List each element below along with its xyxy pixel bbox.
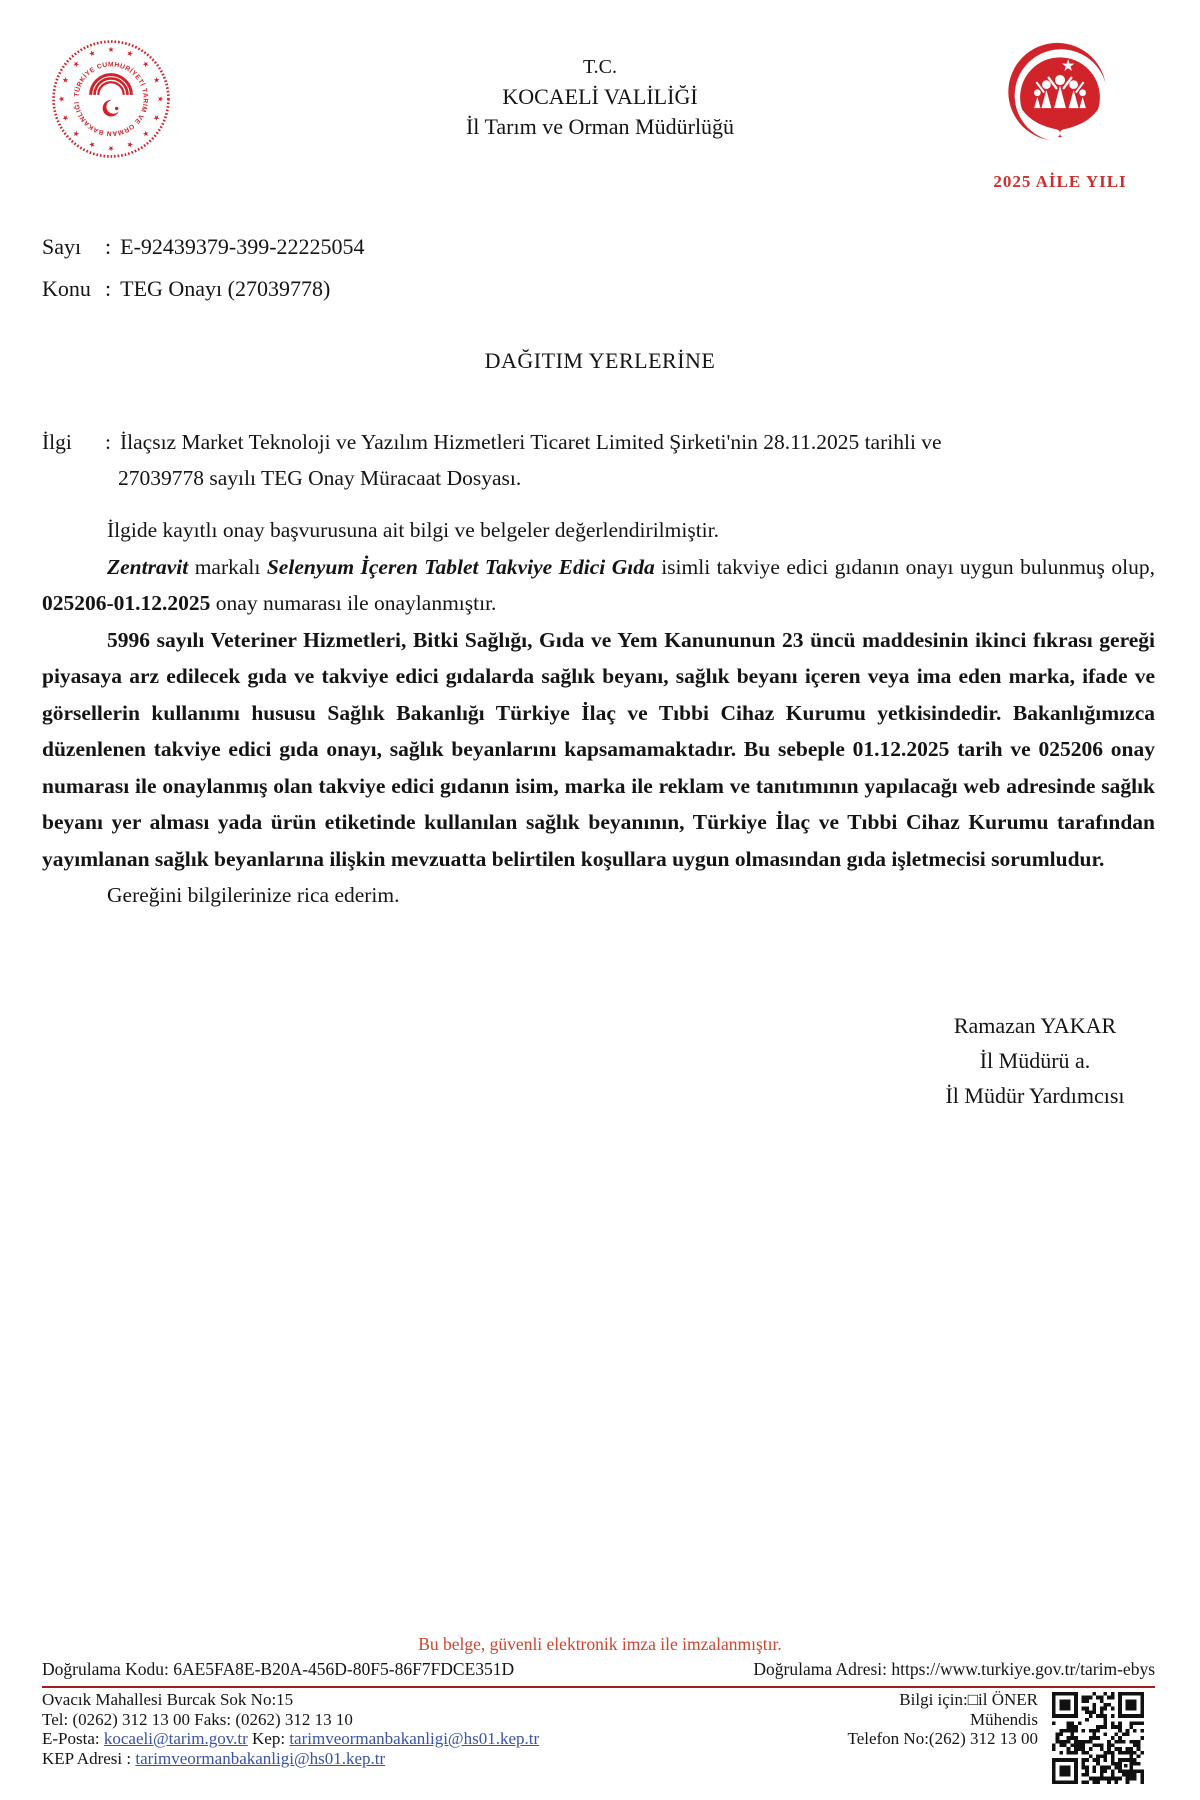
letterhead bbox=[150, 52, 1050, 142]
svg-text:★: ★ bbox=[155, 95, 165, 103]
svg-text:★: ★ bbox=[70, 128, 82, 140]
svg-text:★: ★ bbox=[107, 143, 115, 153]
svg-text:★: ★ bbox=[87, 47, 98, 59]
svg-text:★: ★ bbox=[151, 75, 163, 86]
footer-address-block bbox=[42, 1690, 539, 1768]
document-meta bbox=[42, 226, 365, 310]
aile-yili-caption: 2025 AİLE YILI bbox=[993, 172, 1127, 191]
seal-emblem bbox=[91, 75, 132, 117]
brand-name: Zentravit bbox=[107, 554, 189, 579]
svg-text:★: ★ bbox=[70, 58, 82, 70]
svg-text:★: ★ bbox=[140, 58, 152, 70]
konu-label: Konu bbox=[42, 276, 91, 301]
kep-address-line: KEP Adresi : tarimveormanbakanligi@hs01.kep.tr bbox=[42, 1748, 386, 1768]
paragraph-legal: 5996 sayılı Veteriner Hizmetleri, Bitki Sağlığı, Gıda ve Yem Kanununun 23 üncü maddesinin ikinci fıkrası gereği piyasaya arz edilecek gıda ve takviye edici gıdalarda sağlık beyanı, sağlık beyanı içeren veya ima eden marka, ifade ve görsellerin kullanımı hususu Sağlık Bakanlığı Türkiye İlaç ve Tıbbi Cihaz Kurumu yetkisindedir. Bakanlığımızca düzenlenen takviye edici gıda onayı, sağlık beyanlarını kapsamamaktadır. Bu sebeple 01.12.2025 tarih ve 025206 onay numarası ile onaylanmış olan takviye edici gıdanın isim, marka ile reklam ve tanıtımının yapılacağı web adresinde sağlık beyanı yer alması yada ürün etiketinde kullanılan sağlık beyanının, Türkiye İlaç ve Tıbbi Cihaz Kurumu tarafından yayımlanan sağlık beyanlarına ilişkin mevzuatta belirtilen koşullara uygun olmasından gıda işletmecisi sorumludur. bbox=[42, 627, 1155, 871]
verification-address: Doğrulama Adresi: https://www.turkiye.gov.tr/tarim-ebys bbox=[753, 1659, 1155, 1679]
signer-title-2: İl Müdür Yardımcısı bbox=[945, 1083, 1125, 1108]
product-name: Selenyum İçeren Tablet Takviye Edici Gıda bbox=[266, 554, 655, 579]
email-link[interactable]: kocaeli@tarim.gov.tr bbox=[103, 1729, 248, 1748]
svg-text:★: ★ bbox=[151, 112, 163, 123]
seal-star-ring bbox=[57, 45, 165, 153]
aile-yili-logo bbox=[984, 32, 1136, 192]
letterhead-office: KOCAELİ VALİLİĞİ bbox=[502, 84, 698, 109]
svg-text:★: ★ bbox=[140, 128, 152, 140]
approval-number: 025206-01.12.2025 bbox=[42, 591, 211, 615]
sayi-row: Sayı : E-92439379-399-22225054 bbox=[42, 226, 365, 268]
signer-name: Ramazan YAKAR bbox=[953, 1013, 1117, 1038]
reference-line1: İlgi : İlaçsız Market Teknoloji ve Yazılım Hizmetleri Ticaret Limited Şirketi'nin 28.11.2025 tarihli ve bbox=[42, 424, 1155, 460]
konu-row: Konu : TEG Onayı (27039778) bbox=[42, 268, 365, 310]
email-line: E-Posta: kocaeli@tarim.gov.tr Kep: tarimveormanbakanligi@hs01.kep.tr bbox=[42, 1729, 540, 1748]
signer-title-1: İl Müdürü a. bbox=[979, 1048, 1091, 1073]
aile-yili-icon bbox=[990, 32, 1130, 168]
svg-text:TÜRKİYE CUMHURİYETİ TARIM VE O bbox=[72, 58, 152, 137]
svg-text:★: ★ bbox=[124, 47, 135, 59]
recipient-line: DAĞITIM YERLERİNE bbox=[484, 348, 716, 373]
svg-text:★: ★ bbox=[87, 139, 98, 151]
closing-line: Gereğini bilgilerinize rica ederim. bbox=[107, 883, 400, 907]
esign-notice: Bu belge, güvenli elektronik imza ile imzalanmıştır. bbox=[418, 1634, 782, 1654]
signature-block bbox=[850, 1008, 1200, 1113]
letterhead-department: İl Tarım ve Orman Müdürlüğü bbox=[465, 114, 735, 139]
sayi-label: Sayı bbox=[42, 234, 82, 259]
seal-ring-text: TÜRKİYE CUMHURİYETİ TARIM VE ORMAN BAKANLIĞI bbox=[73, 61, 149, 137]
kep-link[interactable]: tarimveormanbakanligi@hs01.kep.tr bbox=[289, 1729, 540, 1748]
svg-text:★: ★ bbox=[57, 95, 67, 103]
svg-text:★: ★ bbox=[59, 112, 71, 123]
paragraph-approval: Zentravit markalı Selenyum İçeren Tablet Takviye Edici Gıda isimli takviye edici gıdanın onayı uygun bulunmuş olup, 025206-01.12.2025 onay numarası ile onaylanmıştır. bbox=[42, 554, 1156, 615]
reference-line2: 27039778 sayılı TEG Onay Müracaat Dosyası. bbox=[118, 466, 522, 490]
svg-text:★: ★ bbox=[107, 45, 115, 55]
kep-address-link[interactable]: tarimveormanbakanligi@hs01.kep.tr bbox=[135, 1748, 386, 1768]
letter-body bbox=[42, 512, 1155, 914]
footer-contact-block bbox=[848, 1690, 1039, 1749]
konu-value: TEG Onayı (27039778) bbox=[120, 276, 331, 301]
verification-code: Doğrulama Kodu: 6AE5FA8E-B20A-456D-80F5-86F7FDCE351D bbox=[42, 1659, 515, 1679]
contact-phone: Telefon No:(262) 312 13 00 bbox=[847, 1729, 1038, 1748]
street-address: Ovacık Mahallesi Burcak Sok No:15 bbox=[42, 1690, 294, 1709]
contact-title: Mühendis bbox=[970, 1709, 1038, 1729]
letterhead-tc: T.C. bbox=[582, 56, 618, 78]
phone-fax-line: Tel: (0262) 312 13 00 Faks: (0262) 312 13 10 bbox=[42, 1709, 353, 1729]
ilgi-label: İlgi bbox=[42, 430, 72, 454]
qr-code bbox=[1052, 1692, 1144, 1784]
paragraph-evaluation: İlgide kayıtlı onay başvurusuna ait bilgi ve belgeler değerlendirilmiştir. bbox=[107, 518, 719, 542]
svg-text:★: ★ bbox=[59, 75, 71, 86]
footer-divider bbox=[42, 1686, 1155, 1688]
verification-row bbox=[42, 1659, 1155, 1680]
contact-person: Bilgi için:□il ÖNER bbox=[899, 1690, 1038, 1709]
svg-text:★: ★ bbox=[124, 139, 135, 151]
sayi-value: E-92439379-399-22225054 bbox=[120, 234, 365, 259]
reference-block bbox=[42, 424, 1155, 496]
